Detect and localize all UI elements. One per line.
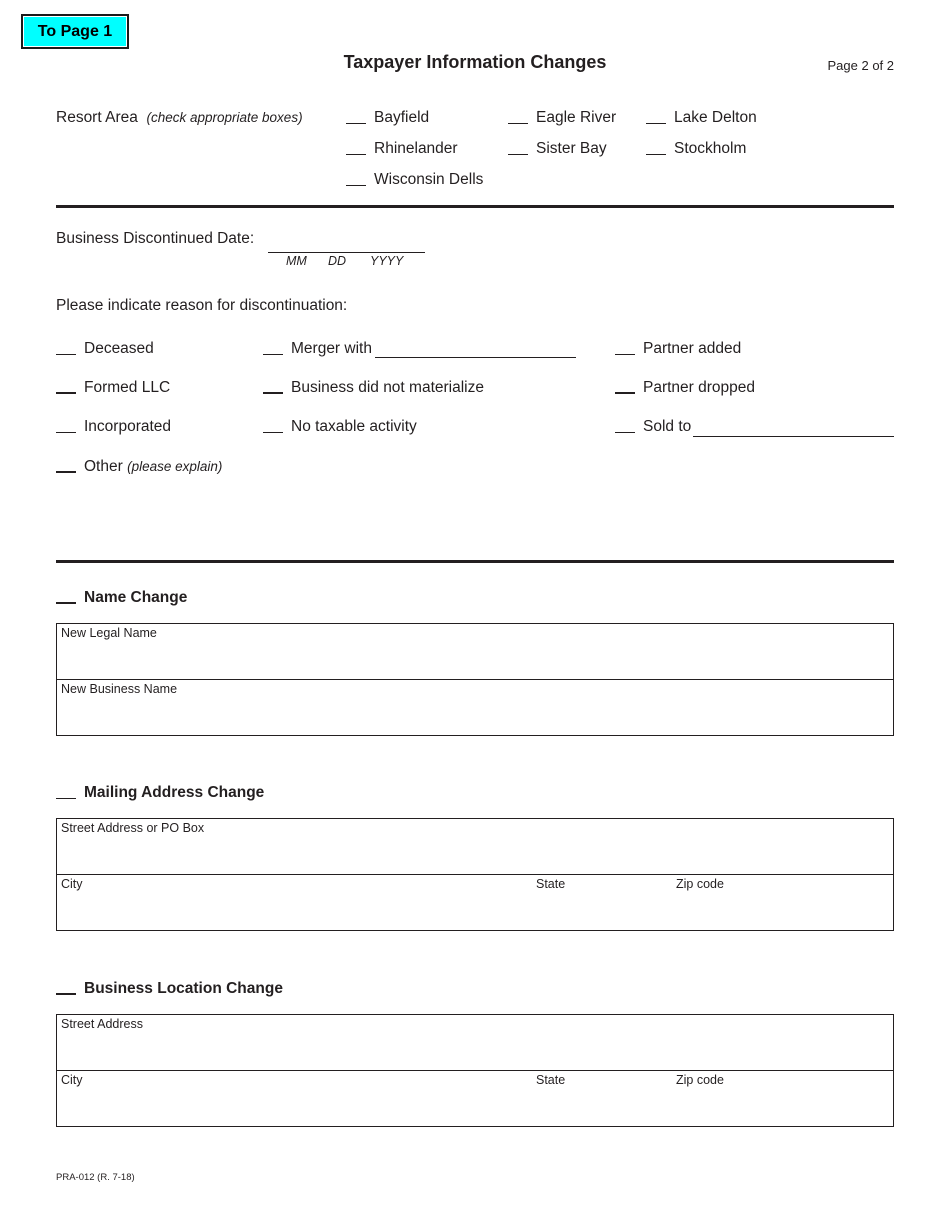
zip-label: Zip code bbox=[676, 877, 724, 891]
resort-option-stockholm[interactable] bbox=[646, 140, 746, 158]
checkbox-line[interactable] bbox=[646, 153, 666, 155]
section-title: Name Change bbox=[84, 589, 188, 606]
name-change-box bbox=[56, 623, 894, 736]
reason-sold-to[interactable] bbox=[615, 418, 691, 436]
mailing-street-field[interactable] bbox=[57, 819, 893, 874]
section-divider bbox=[56, 205, 894, 208]
location-city-state-zip-row[interactable] bbox=[57, 1070, 893, 1126]
option-label: Formed LLC bbox=[84, 379, 171, 396]
option-label: Sister Bay bbox=[536, 140, 607, 157]
state-label: State bbox=[536, 1073, 566, 1087]
checkbox-line[interactable] bbox=[346, 122, 366, 124]
section-divider bbox=[56, 560, 894, 563]
resort-area-label bbox=[56, 109, 303, 127]
reason-merger[interactable] bbox=[263, 340, 372, 358]
option-label: Incorporated bbox=[84, 418, 172, 435]
checkbox-line[interactable] bbox=[508, 122, 528, 124]
checkbox-line[interactable] bbox=[56, 992, 76, 995]
checkbox-line[interactable] bbox=[615, 353, 635, 355]
option-label: Rhinelander bbox=[374, 140, 458, 157]
section-title: Mailing Address Change bbox=[84, 784, 265, 801]
option-label: Stockholm bbox=[674, 140, 747, 157]
resort-option-eagle-river[interactable] bbox=[508, 109, 616, 127]
option-label: Partner dropped bbox=[643, 379, 756, 396]
checkbox-line[interactable] bbox=[56, 601, 76, 604]
name-change-heading[interactable] bbox=[56, 589, 187, 607]
reason-partner-added[interactable] bbox=[615, 340, 741, 358]
option-label: Bayfield bbox=[374, 109, 430, 126]
checkbox-line[interactable] bbox=[263, 353, 283, 355]
city-label: City bbox=[61, 1073, 83, 1087]
resort-option-wisconsin-dells[interactable] bbox=[346, 171, 483, 189]
option-label: Merger with bbox=[291, 340, 372, 357]
option-label: No taxable activity bbox=[291, 418, 417, 435]
resort-area-hint: (check appropriate boxes) bbox=[146, 110, 303, 125]
location-street-field[interactable] bbox=[57, 1015, 893, 1070]
checkbox-line[interactable] bbox=[615, 391, 635, 394]
resort-option-bayfield[interactable] bbox=[346, 109, 429, 127]
reason-prompt: Please indicate reason for discontinuation: bbox=[56, 297, 348, 314]
page-indicator: Page 2 of 2 bbox=[827, 58, 894, 73]
option-label: Sold to bbox=[643, 418, 692, 435]
option-label: Lake Delton bbox=[674, 109, 757, 126]
reason-partner-dropped[interactable] bbox=[615, 379, 755, 397]
checkbox-line[interactable] bbox=[56, 353, 76, 355]
form-id: PRA-012 (R. 7-18) bbox=[56, 1172, 135, 1183]
checkbox-line[interactable] bbox=[646, 122, 666, 124]
reason-other[interactable] bbox=[56, 458, 222, 476]
option-label: Eagle River bbox=[536, 109, 617, 126]
mailing-city-state-zip-row[interactable] bbox=[57, 874, 893, 930]
date-yyyy-hint: YYYY bbox=[370, 254, 404, 268]
resort-option-rhinelander[interactable] bbox=[346, 140, 458, 158]
resort-option-lake-delton[interactable] bbox=[646, 109, 757, 127]
date-mm-hint: MM bbox=[286, 254, 307, 268]
reason-formed-llc[interactable] bbox=[56, 379, 170, 397]
checkbox-line[interactable] bbox=[56, 391, 76, 394]
checkbox-line[interactable] bbox=[346, 184, 366, 186]
option-label: Business did not materialize bbox=[291, 379, 484, 396]
city-label: City bbox=[61, 877, 83, 891]
field-label: Street Address bbox=[61, 1017, 143, 1031]
checkbox-line[interactable] bbox=[56, 797, 76, 799]
date-entry-line[interactable] bbox=[268, 252, 425, 253]
section-title: Business Location Change bbox=[84, 980, 283, 997]
to-page-1-button[interactable]: To Page 1 bbox=[21, 14, 129, 49]
business-location-box bbox=[56, 1014, 894, 1127]
zip-label: Zip code bbox=[676, 1073, 724, 1087]
merger-with-line[interactable] bbox=[375, 357, 576, 358]
discontinued-date-label: Business Discontinued Date: bbox=[56, 230, 255, 247]
checkbox-line[interactable] bbox=[346, 153, 366, 155]
checkbox-line[interactable] bbox=[56, 431, 76, 433]
checkbox-line[interactable] bbox=[508, 153, 528, 155]
new-business-name-field[interactable] bbox=[57, 679, 893, 735]
reason-no-taxable[interactable] bbox=[263, 418, 417, 436]
reason-deceased[interactable] bbox=[56, 340, 154, 358]
mailing-address-box bbox=[56, 818, 894, 931]
option-label: Deceased bbox=[84, 340, 154, 357]
field-label: Street Address or PO Box bbox=[61, 821, 205, 835]
checkbox-line[interactable] bbox=[615, 431, 635, 433]
option-label: Other bbox=[84, 458, 123, 475]
field-label: New Business Name bbox=[61, 682, 178, 696]
date-dd-hint: DD bbox=[328, 254, 347, 268]
checkbox-line[interactable] bbox=[263, 391, 283, 394]
resort-option-sister-bay[interactable] bbox=[508, 140, 607, 158]
sold-to-line[interactable] bbox=[693, 436, 894, 437]
state-label: State bbox=[536, 877, 566, 891]
checkbox-line[interactable] bbox=[263, 431, 283, 433]
resort-area-title: Resort Area bbox=[56, 109, 138, 126]
new-legal-name-field[interactable] bbox=[57, 624, 893, 679]
other-hint: (please explain) bbox=[127, 459, 223, 474]
business-location-heading[interactable] bbox=[56, 980, 283, 998]
option-label: Wisconsin Dells bbox=[374, 171, 484, 188]
reason-not-materialize[interactable] bbox=[263, 379, 484, 397]
field-label: New Legal Name bbox=[61, 626, 157, 640]
reason-incorporated[interactable] bbox=[56, 418, 171, 436]
checkbox-line[interactable] bbox=[56, 470, 76, 473]
mailing-address-heading[interactable] bbox=[56, 784, 264, 802]
form-title: Taxpayer Information Changes bbox=[343, 52, 607, 72]
option-label: Partner added bbox=[643, 340, 742, 357]
